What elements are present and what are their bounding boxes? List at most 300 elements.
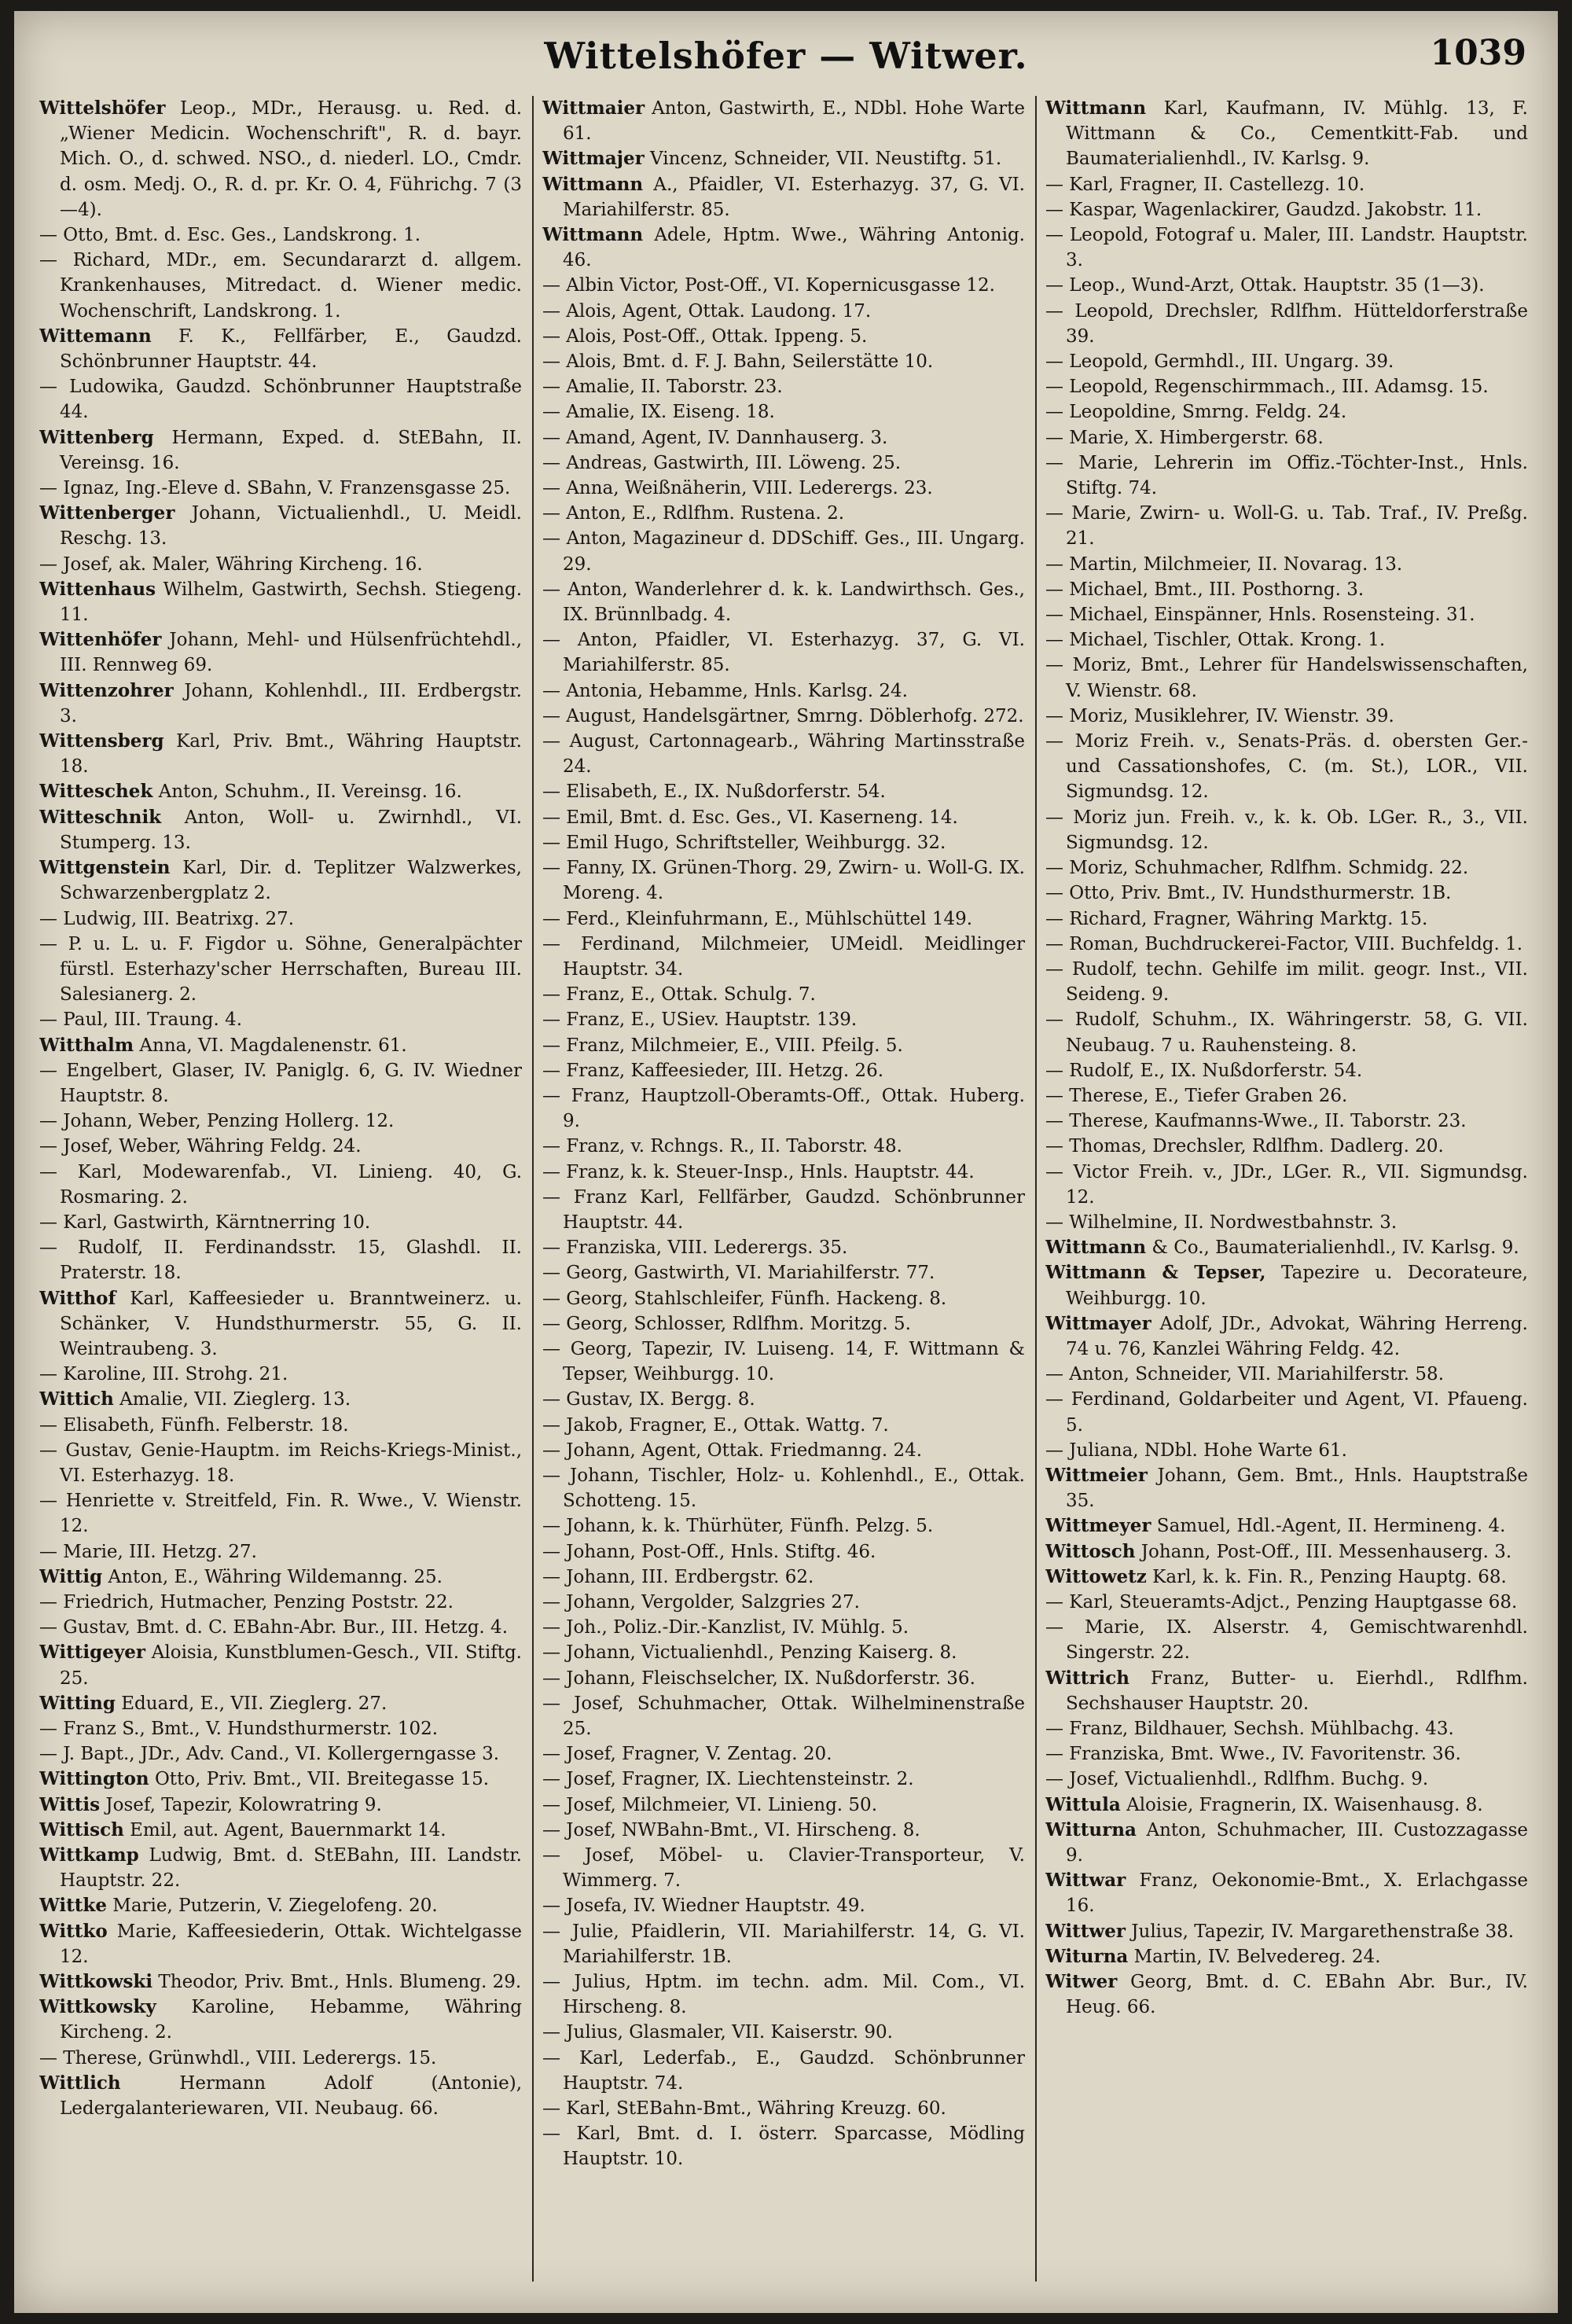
directory-entry	[1045, 1160, 1528, 1210]
directory-entry	[542, 932, 1025, 982]
entry-details: — Franz, E., Ottak. Schulg. 7.	[542, 984, 816, 1006]
directory-entry	[1045, 222, 1528, 273]
entry-details: Theodor, Priv. Bmt., Hnls. Blumeng. 29.	[152, 1972, 522, 1993]
directory-entry	[1045, 1109, 1528, 1134]
entry-details: — Otto, Priv. Bmt., IV. Hundsthurmerstr. 1B.	[1045, 883, 1452, 904]
directory-entry	[39, 1818, 522, 1843]
directory-entry	[542, 146, 1025, 171]
directory-entry	[39, 1286, 522, 1362]
directory-entry	[1045, 96, 1528, 172]
entry-details: — Ludwig, III. Beatrixg. 27.	[39, 908, 295, 929]
entry-details: Anton, Woll- u. Zwirnhdl., VI. Stumperg. 13.	[60, 807, 522, 853]
directory-entry	[39, 1716, 522, 1741]
entry-details: — Ludowika, Gaudzd. Schönbrunner Hauptstraße 44.	[39, 377, 522, 423]
directory-entry	[39, 1210, 522, 1235]
entry-surname: Witting	[39, 1692, 116, 1714]
directory-entry	[1045, 1615, 1528, 1665]
directory-entry	[1045, 653, 1528, 703]
directory-entry	[39, 374, 522, 425]
directory-entry	[39, 1235, 522, 1285]
directory-entry	[1045, 1565, 1528, 1590]
entry-details: Anton, Gastwirth, E., NDbl. Hohe Warte 61.	[563, 98, 1025, 145]
entry-details: — Gustav, IX. Bergg. 8.	[542, 1389, 755, 1410]
directory-entry	[39, 1767, 522, 1792]
entry-surname: Wittwar	[1045, 1870, 1126, 1892]
directory-entry	[542, 1843, 1025, 1893]
entry-details: — Karl, Lederfab., E., Gaudzd. Schönbrunner Hauptstr. 74.	[542, 2047, 1025, 2094]
directory-entry	[542, 1235, 1025, 1260]
entry-details: — Johann, k. k. Thürhüter, Fünfh. Pelzg. 5.	[542, 1516, 934, 1537]
directory-entry	[1045, 1362, 1528, 1387]
entry-details: — Gustav, Bmt. d. C. EBahn-Abr. Bur., III. Hetzg. 4.	[39, 1617, 509, 1638]
entry-surname: Wittwer	[1045, 1920, 1126, 1942]
entry-details: — Alois, Agent, Ottak. Laudong. 17.	[542, 300, 872, 322]
entry-details: Julius, Tapezir, IV. Margarethenstraße 38.	[1125, 1921, 1515, 1942]
entry-details: Franz, Oekonomie-Bmt., X. Erlachgasse 16.	[1066, 1870, 1528, 1917]
entry-details: Anton, Schuhmacher, III. Custozzagasse 9.	[1066, 1819, 1528, 1866]
entry-surname: Witteschnik	[39, 806, 162, 828]
directory-entry	[542, 450, 1025, 476]
directory-entry	[1045, 729, 1528, 805]
entry-details: — Johann, Tischler, Holz- u. Kohlenhdl., E., Ottak. Schotteng. 15.	[542, 1465, 1025, 1512]
directory-entry	[39, 1893, 522, 1918]
entry-details: — Franz S., Bmt., V. Hundsthurmerstr. 102.	[39, 1719, 439, 1739]
entry-details: Karoline, Hebamme, Währing Kircheng. 2.	[60, 1997, 522, 2043]
directory-entry	[1045, 1463, 1528, 1513]
directory-entry	[542, 2121, 1025, 2171]
directory-entry	[542, 222, 1025, 273]
entry-details: — Therese, Kaufmanns-Wwe., II. Taborstr. 23.	[1045, 1111, 1467, 1132]
directory-entry	[39, 805, 522, 855]
entry-details: — Julius, Glasmaler, VII. Kaiserstr. 90.	[542, 2022, 893, 2043]
entry-surname: Wittenhaus	[39, 578, 156, 600]
entry-details: Johann, Kohlenhdl., III. Erdbergstr. 3.	[60, 680, 522, 726]
entry-details: — Johann, Post-Off., Hnls. Stiftg. 46.	[542, 1541, 876, 1562]
entry-details: — Otto, Bmt. d. Esc. Ges., Landskrong. 1.	[39, 225, 421, 246]
entry-details: — Georg, Tapezir, IV. Luiseng. 14, F. Wittmann & Tepser, Weihburgg. 10.	[542, 1338, 1025, 1385]
entry-details: — Leopold, Drechsler, Rdlfhm. Hütteldorferstraße 39.	[1045, 300, 1528, 347]
entry-details: — Moriz jun. Freih. v., k. k. Ob. LGer. R., 3., VII. Sigmundsg. 12.	[1045, 807, 1528, 853]
entry-surname: Wittula	[1045, 1793, 1121, 1815]
entry-details: Hermann Adolf (Antonie), Ledergalanteriewaren, VII. Neubaug. 66.	[60, 2072, 522, 2120]
entry-details: — Karl, Modewarenfab., VI. Linieng. 40, G. Rosmaring. 2.	[39, 1161, 522, 1208]
directory-entry	[542, 526, 1025, 576]
directory-entry	[39, 1362, 522, 1387]
directory-entry	[542, 1615, 1025, 1640]
entry-surname: Wittrich	[1045, 1667, 1129, 1689]
directory-entry	[542, 1134, 1025, 1159]
entry-details: Aloisia, Kunstblumen-Gesch., VII. Stiftg. 25.	[60, 1642, 522, 1689]
entry-details: & Co., Baumaterialienhdl., IV. Karlsg. 9.	[1146, 1237, 1519, 1259]
entry-details: Anton, Schuhm., II. Vereinsg. 16.	[152, 781, 462, 803]
entry-details: — Ferdinand, Goldarbeiter und Agent, VI. Pfaueng. 5.	[1045, 1389, 1528, 1436]
column-divider	[1035, 96, 1037, 2282]
directory-entry	[542, 577, 1025, 627]
directory-entry	[542, 1893, 1025, 1918]
entry-surname: Witteschek	[39, 781, 153, 803]
entry-details: — Leopold, Regenschirmmach., III. Adamsg. 15.	[1045, 377, 1489, 398]
entry-details: — Josefa, IV. Wiedner Hauptstr. 49.	[542, 1896, 865, 1917]
entry-details: Tapezire u. Decorateure, Weihburgg. 10.	[1066, 1263, 1528, 1309]
entry-details: — Roman, Buchdruckerei-Factor, VIII. Buchfeldg. 1.	[1045, 933, 1523, 954]
entry-surname: Witthalm	[39, 1034, 134, 1056]
directory-entry	[1045, 627, 1528, 653]
entry-details: — Michael, Tischler, Ottak. Krong. 1.	[1045, 630, 1386, 651]
directory-entry	[542, 1741, 1025, 1767]
directory-entry	[1045, 1513, 1528, 1539]
entry-details: — Wilhelmine, II. Nordwestbahnstr. 3.	[1045, 1212, 1398, 1233]
directory-entry	[39, 552, 522, 577]
entry-details: Amalie, VII. Zieglerg. 13.	[113, 1389, 351, 1410]
directory-entry	[542, 299, 1025, 324]
directory-entry	[542, 1565, 1025, 1590]
directory-entry	[542, 1387, 1025, 1412]
directory-entry	[39, 1615, 522, 1640]
entry-surname: Wittenhöfer	[39, 629, 162, 651]
directory-entry	[1045, 855, 1528, 881]
directory-entry	[1045, 1210, 1528, 1235]
directory-entry	[1045, 349, 1528, 374]
directory-entry	[39, 779, 522, 804]
running-title: Wittelshöfer — Witwer.	[544, 35, 1028, 77]
directory-entry	[39, 1741, 522, 1767]
directory-entry	[1045, 1311, 1528, 1362]
directory-entry	[1045, 906, 1528, 932]
entry-surname: Wittensberg	[39, 730, 164, 752]
entry-surname: Wittmeyer	[1045, 1515, 1151, 1537]
directory-entry	[542, 627, 1025, 678]
directory-entry	[1045, 1387, 1528, 1437]
entry-details: Adolf, JDr., Advokat, Währing Herreng. 74 u. 76, Kanzlei Währing Feldg. 42.	[1066, 1313, 1528, 1359]
entry-surname: Wittkowsky	[39, 1996, 156, 2018]
entry-details: — Karl, Bmt. d. I. österr. Sparcasse, Mödling Hauptstr. 10.	[542, 2124, 1025, 2170]
directory-entry	[542, 1539, 1025, 1565]
entry-details: — Andreas, Gastwirth, III. Löweng. 25.	[542, 452, 902, 473]
entry-surname: Wittigeyer	[39, 1642, 145, 1664]
entry-surname: Wittlich	[39, 2072, 121, 2094]
directory-entry	[39, 425, 522, 476]
directory-entry	[542, 1438, 1025, 1463]
entry-surname: Wittich	[39, 1388, 114, 1410]
entry-surname: Witturna	[1045, 1818, 1137, 1840]
entry-details: Johann, Victualienhdl., U. Meidl. Reschg. 13.	[60, 503, 522, 550]
entry-details: Karl, Kaufmann, IV. Mühlg. 13, F. Wittmann & Co., Cementkitt-Fab. und Baumaterialienhdl., IV. Karlsg. 9.	[1066, 98, 1528, 170]
entry-details: — Thomas, Drechsler, Rdlfhm. Dadlerg. 20.	[1045, 1136, 1444, 1157]
directory-entry	[1045, 881, 1528, 906]
directory-entry	[39, 1134, 522, 1159]
entry-details: — Marie, X. Himbergerstr. 68.	[1045, 427, 1324, 448]
entry-details: Vincenz, Schneider, VII. Neustiftg. 51.	[644, 149, 1002, 170]
entry-details: — Amalie, IX. Eiseng. 18.	[542, 402, 775, 423]
entry-details: Marie, Putzerin, V. Ziegelofeng. 20.	[106, 1896, 438, 1917]
entry-details: — Rudolf, techn. Gehilfe im milit. geogr. Inst., VII. Seideng. 9.	[1045, 958, 1528, 1006]
entry-details: — Engelbert, Glaser, IV. Paniglg. 6, G. IV. Wiedner Hauptstr. 8.	[39, 1060, 522, 1106]
entry-details: — Paul, III. Traung. 4.	[39, 1009, 243, 1031]
directory-entry	[39, 1488, 522, 1539]
entry-details: — Georg, Schlosser, Rdlfhm. Moritzg. 5.	[542, 1313, 911, 1334]
directory-page	[14, 11, 1558, 2313]
entry-details: Leop., MDr., Herausg. u. Red. d. „Wiener Medicin. Wochenschrift", R. d. bayr. Mich. O., d. schwed. NSO., d. niederl. LO., Cmdr. d. osm. Medj. O., R. d. pr. Kr. O. 4, Führichg. 7 (3—4).	[60, 98, 522, 220]
entry-details: — Josef, Fragner, V. Zentag. 20.	[542, 1744, 832, 1765]
entry-surname: Wittemann	[39, 325, 152, 347]
directory-entry	[39, 248, 522, 324]
entry-surname: Witurna	[1045, 1945, 1129, 1967]
directory-entry	[542, 779, 1025, 804]
entry-details: — J. Bapt., JDr., Adv. Cand., VI. Kollergerngasse 3.	[39, 1744, 500, 1765]
entry-surname: Wittenberger	[39, 502, 175, 524]
directory-entry	[542, 2046, 1025, 2096]
page-number: 1039	[1430, 33, 1526, 73]
directory-entry	[39, 1007, 522, 1032]
directory-entry	[39, 1539, 522, 1565]
entry-details: — Gustav, Genie-Hauptm. im Reichs-Kriegs-Minist., VI. Esterhazyg. 18.	[39, 1440, 522, 1486]
entry-details: A., Pfaidler, VI. Esterhazyg. 37, G. VI. Mariahilferstr. 85.	[563, 174, 1025, 220]
directory-entry	[1045, 1969, 1528, 2020]
directory-entry	[39, 2071, 522, 2121]
directory-entry	[1045, 1793, 1528, 1818]
directory-entry	[1045, 1590, 1528, 1615]
entry-details: — Marie, Zwirn- u. Woll-G. u. Tab. Traf., IV. Preßg. 21.	[1045, 503, 1528, 550]
entry-details: — Franz, k. k. Steuer-Insp., Hnls. Hauptstr. 44.	[542, 1161, 975, 1182]
entry-details: — August, Cartonnagearb., Währing Martinsstraße 24.	[542, 731, 1025, 778]
entry-details: — Josef, Weber, Währing Feldg. 24.	[39, 1136, 362, 1157]
directory-entry	[39, 1109, 522, 1134]
entry-details: — Franziska, Bmt. Wwe., IV. Favoritenstr. 36.	[1045, 1744, 1461, 1765]
entry-details: Karl, k. k. Fin. R., Penzing Hauptg. 68.	[1146, 1566, 1507, 1587]
directory-entry	[39, 1565, 522, 1590]
entry-details: Josef, Tapezir, Kolowratring 9.	[100, 1794, 382, 1815]
entry-surname: Wittenberg	[39, 426, 154, 448]
entry-details: F. K., Fellfärber, E., Gaudzd. Schönbrunner Hauptstr. 44.	[60, 325, 522, 373]
entry-details: — August, Handelsgärtner, Smrng. Döblerhofg. 272.	[542, 705, 1024, 726]
entry-details: — Anton, Pfaidler, VI. Esterhazyg. 37, G. VI. Mariahilferstr. 85.	[542, 630, 1025, 676]
directory-entry	[39, 1969, 522, 1995]
entry-details: Franz, Butter- u. Eierhdl., Rdlfhm. Sechshauser Hauptstr. 20.	[1066, 1668, 1528, 1714]
directory-entry	[1045, 1235, 1528, 1260]
entry-details: — Elisabeth, Fünfh. Felberstr. 18.	[39, 1414, 349, 1436]
entry-details: — Karl, Fragner, II. Castellezg. 10.	[1045, 174, 1365, 195]
entry-details: — Amand, Agent, IV. Dannhauserg. 3.	[542, 427, 888, 448]
directory-entry	[542, 1590, 1025, 1615]
directory-entry	[39, 1919, 522, 1969]
entry-details: Emil, aut. Agent, Bauernmarkt 14.	[123, 1819, 446, 1840]
entry-details: — Johann, Fleischselcher, IX. Nußdorferstr. 36.	[542, 1668, 975, 1689]
entry-details: Adele, Hptm. Wwe., Währing Antonig. 46.	[563, 225, 1025, 271]
entry-details: — Johann, Weber, Penzing Hollerg. 12.	[39, 1111, 395, 1132]
entry-details: — Johann, Agent, Ottak. Friedmanng. 24.	[542, 1440, 923, 1461]
entry-details: — Victor Freih. v., JDr., LGer. R., VII. Sigmundsg. 12.	[1045, 1161, 1528, 1208]
directory-entry	[1045, 1539, 1528, 1565]
directory-entry	[39, 855, 522, 906]
entry-details: — Marie, Lehrerin im Offiz.-Töchter-Inst., Hnls. Stiftg. 74.	[1045, 452, 1528, 499]
directory-entry	[1045, 273, 1528, 298]
entry-details: — Franz, Bildhauer, Sechsh. Mühlbachg. 43.	[1045, 1719, 1454, 1739]
entry-details: — Julius, Hptm. im techn. adm. Mil. Com., VI. Hirscheng. 8.	[542, 1972, 1025, 2018]
entry-surname: Wittelshöfer	[39, 97, 166, 119]
entry-details: — Therese, E., Tiefer Graben 26.	[1045, 1085, 1348, 1106]
directory-entry	[1045, 932, 1528, 957]
entry-details: Hermann, Exped. d. StEBahn, II. Vereinsg. 16.	[60, 427, 522, 473]
directory-entry	[1045, 1818, 1528, 1868]
entry-details: Marie, Kaffeesiederin, Ottak. Wichtelgasse 12.	[60, 1921, 522, 1967]
entry-details: — Michael, Bmt., III. Posthorng. 3.	[1045, 579, 1364, 600]
directory-entry	[1045, 1868, 1528, 1918]
entry-details: — Anton, Magazineur d. DDSchiff. Ges., III. Ungarg. 29.	[542, 528, 1025, 575]
entry-details: — Moriz Freih. v., Senats-Präs. d. obersten Ger.- und Cassationshofes, C. (m. St.), LOR., VII. Sigmundsg. 12.	[1045, 731, 1528, 803]
directory-entry	[542, 729, 1025, 779]
directory-entry	[1045, 1666, 1528, 1716]
entry-details: — P. u. L. u. F. Figdor u. Söhne, Generalpächter fürstl. Esterhazy'scher Herrschaften, Bureau III. Salesianerg. 2.	[39, 933, 522, 1006]
entry-details: Johann, Mehl- und Hülsenfrüchtehdl., III. Rennweg 69.	[60, 630, 522, 676]
directory-entry	[39, 1691, 522, 1716]
entry-details: Wilhelm, Gastwirth, Sechsh. Stiegeng. 11.	[60, 579, 522, 626]
entry-details: — Elisabeth, E., IX. Nußdorferstr. 54.	[542, 781, 886, 803]
entry-details: — Leopold, Germhdl., III. Ungarg. 39.	[1045, 351, 1394, 373]
column-left	[39, 96, 522, 2297]
entry-details: Anna, VI. Magdalenenstr. 61.	[134, 1035, 407, 1056]
directory-entry	[1045, 602, 1528, 627]
entry-surname: Wittkowski	[39, 1971, 153, 1993]
entry-details: Karl, Kaffeesieder u. Branntweinerz. u. Schänker, V. Hundsthurmerstr. 55, G. II. Weintraubeng. 3.	[60, 1288, 522, 1359]
entry-surname: Wittmann	[1045, 1237, 1147, 1259]
directory-entry	[542, 1818, 1025, 1843]
directory-entry	[1045, 1438, 1528, 1463]
entry-details: — Emil Hugo, Schriftsteller, Weihburgg. 32.	[542, 832, 946, 853]
entry-details: — Josef, Möbel- u. Clavier-Transporteur, V. Wimmerg. 7.	[542, 1845, 1025, 1892]
directory-entry	[1045, 805, 1528, 855]
entry-details: — Franz, v. Rchngs. R., II. Taborstr. 48.	[542, 1136, 902, 1157]
entry-surname: Wittosch	[1045, 1540, 1136, 1562]
directory-entry	[542, 96, 1025, 146]
directory-entry	[542, 1160, 1025, 1185]
entry-details: — Juliana, NDbl. Hohe Warte 61.	[1045, 1440, 1347, 1461]
entry-details: — Josef, ak. Maler, Währing Kircheng. 16.	[39, 553, 423, 575]
directory-entry	[39, 1995, 522, 2045]
entry-details: — Josef, Victualienhdl., Rdlfhm. Buchg. 9.	[1045, 1769, 1429, 1790]
directory-entry	[542, 1666, 1025, 1691]
directory-entry	[1045, 399, 1528, 425]
entry-surname: Wittmann & Tepser,	[1045, 1262, 1266, 1284]
directory-entry	[39, 1413, 522, 1438]
directory-entry	[542, 855, 1025, 906]
directory-entry	[542, 1919, 1025, 1969]
directory-entry	[542, 1007, 1025, 1032]
entry-surname: Wittowetz	[1045, 1565, 1147, 1587]
entry-surname: Wittenzohrer	[39, 679, 174, 701]
entry-details: — Josef, Schuhmacher, Ottak. Wilhelminenstraße 25.	[542, 1693, 1025, 1739]
directory-entry	[542, 1513, 1025, 1539]
entry-surname: Wittmajer	[542, 148, 645, 170]
entry-details: — Georg, Stahlschleifer, Fünfh. Hackeng. 8.	[542, 1288, 947, 1309]
entry-details: — Johann, III. Erdbergstr. 62.	[542, 1566, 814, 1587]
directory-entry	[542, 501, 1025, 526]
column-right	[1045, 96, 1528, 2297]
entry-surname: Wittmaier	[542, 97, 645, 119]
directory-entry	[542, 349, 1025, 374]
directory-entry	[39, 501, 522, 551]
entry-details: Georg, Bmt. d. C. EBahn Abr. Bur., IV. Heug. 66.	[1066, 1972, 1528, 2018]
entry-details: — Georg, Gastwirth, VI. Mariahilferstr. 77.	[542, 1263, 935, 1284]
column-divider	[532, 96, 534, 2282]
entry-details: Otto, Priv. Bmt., VII. Breitegasse 15.	[149, 1769, 490, 1790]
entry-details: — Franz, Milchmeier, E., VIII. Pfeilg. 5.	[542, 1035, 903, 1056]
entry-details: — Albin Victor, Post-Off., VI. Kopernicusgasse 12.	[542, 275, 995, 296]
directory-entry	[39, 906, 522, 932]
entry-details: — Anton, Wanderlehrer d. k. k. Landwirthsch. Ges., IX. Brünnlbadg. 4.	[542, 579, 1025, 626]
entry-details: — Rudolf, E., IX. Nußdorferstr. 54.	[1045, 1060, 1363, 1081]
directory-entry	[542, 1311, 1025, 1337]
directory-entry	[1045, 1741, 1528, 1767]
entry-details: Karl, Priv. Bmt., Währing Hauptstr. 18.	[60, 731, 522, 778]
directory-entry	[39, 729, 522, 779]
directory-entry	[542, 906, 1025, 932]
entry-details: — Karl, Gastwirth, Kärntnerring 10.	[39, 1212, 371, 1233]
directory-entry	[542, 1793, 1025, 1818]
entry-details: — Friedrich, Hutmacher, Penzing Poststr. 22.	[39, 1591, 454, 1612]
entry-details: — Johann, Victualienhdl., Penzing Kaiserg. 8.	[542, 1642, 957, 1664]
directory-entry	[542, 476, 1025, 501]
directory-entry	[542, 1083, 1025, 1134]
entry-details: — Josef, Fragner, IX. Liechtensteinstr. 2.	[542, 1769, 914, 1790]
entry-surname: Wittmann	[542, 224, 644, 246]
entry-details: — Josef, Milchmeier, VI. Linieng. 50.	[542, 1794, 878, 1815]
directory-entry	[542, 1413, 1025, 1438]
entry-surname: Wittmann	[1045, 97, 1147, 119]
entry-surname: Wittis	[39, 1793, 101, 1815]
entry-details: Anton, E., Währing Wildemanng. 25.	[102, 1566, 443, 1587]
entry-details: Eduard, E., VII. Zieglerg. 27.	[115, 1693, 387, 1714]
entry-details: — Martin, Milchmeier, II. Novarag. 13.	[1045, 553, 1403, 575]
entry-details: — Therese, Grünwhdl., VIII. Lederergs. 15.	[39, 2047, 437, 2068]
directory-entry	[39, 1160, 522, 1210]
directory-entry	[1045, 374, 1528, 399]
directory-entry	[542, 678, 1025, 704]
directory-entry	[542, 374, 1025, 399]
directory-entry	[39, 1387, 522, 1412]
entry-details: Karl, Dir. d. Teplitzer Walzwerkes, Schwarzenbergplatz 2.	[60, 858, 522, 904]
directory-entry	[1045, 1767, 1528, 1792]
entry-details: — Karl, Steueramts-Adjct., Penzing Hauptgasse 68.	[1045, 1591, 1518, 1612]
directory-entry	[542, 982, 1025, 1007]
entry-details: — Richard, MDr., em. Secundararzt d. allgem. Krankenhauses, Mitredact. d. Wiener medic. Wochenschrift, Landskrong. 1.	[39, 250, 522, 322]
entry-details: — Marie, III. Hetzg. 27.	[39, 1541, 257, 1562]
directory-entry	[39, 324, 522, 374]
directory-columns	[39, 96, 1533, 2297]
directory-entry	[1045, 299, 1528, 349]
directory-entry	[542, 1185, 1025, 1235]
entry-details: — Ferd., Kleinfuhrmann, E., Mühlschüttel 149.	[542, 908, 973, 929]
directory-entry	[1045, 957, 1528, 1007]
directory-entry	[1045, 501, 1528, 551]
entry-details: — Moriz, Musiklehrer, IV. Wienstr. 39.	[1045, 705, 1394, 726]
entry-details: Ludwig, Bmt. d. StEBahn, III. Landstr. Hauptstr. 22.	[60, 1845, 522, 1892]
running-head	[14, 19, 1558, 90]
entry-details: — Emil, Bmt. d. Esc. Ges., VI. Kaserneng. 14.	[542, 807, 958, 828]
directory-entry	[542, 1767, 1025, 1792]
directory-entry	[542, 704, 1025, 729]
entry-surname: Witthof	[39, 1287, 116, 1309]
directory-entry	[39, 1033, 522, 1058]
directory-entry	[39, 1793, 522, 1818]
entry-details: — Karoline, III. Strohg. 21.	[39, 1364, 288, 1385]
directory-entry	[1045, 577, 1528, 602]
directory-entry	[542, 1058, 1025, 1083]
directory-entry	[39, 476, 522, 501]
directory-entry	[1045, 450, 1528, 501]
entry-details: Martin, IV. Belvedereg. 24.	[1128, 1946, 1381, 1967]
entry-surname: Wittgenstein	[39, 857, 171, 879]
entry-surname: Wittmann	[542, 173, 644, 195]
